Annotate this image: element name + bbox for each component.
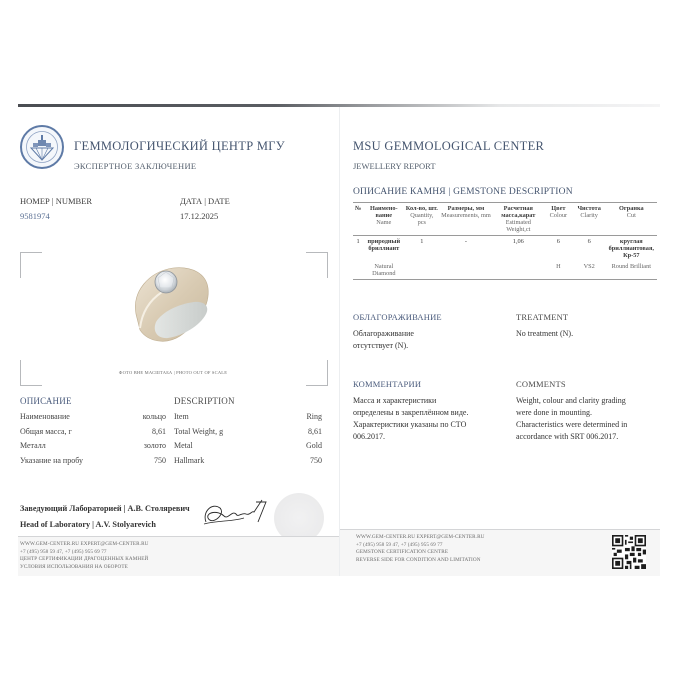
report-number: 9581974 [20, 211, 50, 221]
comments-text-ru [353, 395, 468, 443]
text-line: определены в закреплённом виде. [353, 408, 469, 417]
comments-heading-en: COMMENTS [516, 379, 566, 389]
description-value: Gold [306, 441, 322, 450]
description-heading-ru: ОПИСАНИЕ [20, 396, 72, 406]
col-header-colour-ru: Цвет [551, 205, 566, 212]
col-header-qty-ru: Кол-во, шт. [405, 205, 438, 212]
col-header-name-ru: Наимено-вание [369, 205, 398, 219]
col-header-weight-en: Estimated Weight,ct [505, 219, 531, 233]
description-row [174, 454, 322, 469]
report-type-en: JEWELLERY REPORT [353, 161, 436, 171]
description-value: 8,61 [308, 426, 322, 436]
text-line: 006.2017. [353, 432, 385, 441]
description-row [174, 410, 322, 425]
footer-contacts: WWW.GEM-CENTER.RU EXPERT@GEM-CENTER.RU [20, 541, 149, 547]
description-value: кольцо [142, 412, 166, 421]
treatment-text-ru [353, 328, 442, 352]
description-row [174, 439, 322, 454]
report-date: 17.12.2025 [180, 211, 219, 221]
cell-measurements: - [464, 238, 467, 245]
col-header-weight-ru: Расчетная масса,карат [501, 205, 536, 219]
treatment-heading-ru: ОБЛАГОРАЖИВАНИЕ [353, 312, 442, 322]
comments-text-en [516, 395, 627, 443]
qr-code-icon[interactable] [612, 535, 646, 569]
col-header-colour-en: Colour [549, 212, 568, 219]
treatment-text-en [516, 328, 573, 340]
left-panel [18, 104, 339, 576]
col-header-no: № [354, 205, 362, 212]
date-label: ДАТА | DATE [180, 196, 230, 206]
cell-name-ru: природный бриллиант [367, 238, 401, 252]
description-row [20, 425, 166, 440]
text-line: were done in mounting. [516, 408, 592, 417]
description-label: Металл [20, 441, 46, 450]
footer-conditions: REVERSE SIDE FOR CONDITION AND LIMITATION [356, 556, 481, 563]
cell-clarity-ru: 6 [587, 238, 591, 245]
footer-conditions: УСЛОВИЯ ИСПОЛЬЗОВАНИЯ НА ОБОРОТЕ [20, 563, 128, 570]
cell-weight: 1,06 [512, 238, 524, 245]
col-header-clarity-en: Clarity [580, 212, 598, 219]
col-header-measure-ru: Размеры, мм [447, 205, 485, 212]
number-label: НОМЕР | NUMBER [20, 196, 93, 206]
cell-qty: 1 [420, 238, 424, 245]
description-heading-en: DESCRIPTION [174, 396, 235, 406]
gemstone-description-heading: ОПИСАНИЕ КАМНЯ | GEMSTONE DESCRIPTION [353, 187, 573, 197]
cell-qty-en [404, 261, 439, 280]
head-of-lab-en: Head of Laboratory | A.V. Stolyarevich [20, 520, 156, 529]
signature-icon [200, 496, 270, 532]
right-panel [340, 104, 660, 576]
text-line: Weight, colour and clarity grading [516, 396, 626, 405]
cell-no-en [353, 261, 363, 280]
jewellery-report-certificate [18, 104, 660, 576]
description-value: 750 [154, 455, 166, 465]
comments-heading-ru: КОММЕНТАРИИ [353, 379, 422, 389]
description-label: Item [174, 412, 189, 421]
cell-cut-ru: круглая бриллиантовая, Кр-57 [608, 238, 654, 259]
treatment-section-en [516, 312, 573, 340]
text-line: accordance with SRT 006.2017. [516, 432, 619, 441]
footer-centre: GEMSTONE CERTIFICATION CENTRE [356, 549, 449, 555]
gemstone-row-en [353, 261, 657, 280]
cell-cut-en: Round Brilliant [611, 263, 651, 270]
description-label: Hallmark [174, 455, 205, 465]
gemstone-row-ru [353, 236, 657, 262]
comments-section-en [516, 379, 627, 443]
description-row [20, 410, 166, 425]
cell-name-en: Natural Diamond [372, 263, 396, 277]
description-value: 8,61 [152, 426, 166, 436]
description-label: Общая масса, г [20, 426, 72, 436]
description-row [20, 454, 166, 469]
col-header-qty-en: Quantity, pcs [410, 212, 434, 226]
text-line: Характеристики указаны по СТО [353, 420, 467, 429]
col-header-clarity-ru: Чистота [577, 205, 601, 212]
text-line: No treatment (N). [516, 329, 574, 338]
text-line: отсутствует (N). [353, 341, 409, 350]
description-value: 750 [310, 455, 322, 465]
footer-contacts: WWW.GEM-CENTER.RU EXPERT@GEM-CENTER.RU [356, 534, 485, 540]
footer-centre: ЦЕНТР СЕРТИФИКАЦИИ ДРАГОЦЕННЫХ КАМНЕЙ [20, 556, 149, 562]
cell-measurements-en [439, 261, 492, 280]
description-label: Metal [174, 441, 193, 450]
cell-no: 1 [356, 238, 360, 245]
description-table-en [174, 410, 322, 468]
col-header-name-en: Name [376, 219, 392, 226]
description-row [174, 425, 322, 440]
footer-phones: +7 (495) 958 59 47, +7 (495) 955 69 77 [20, 548, 107, 555]
comments-section-ru [353, 379, 468, 443]
text-line: Масса и характеристики [353, 396, 437, 405]
cell-colour-en: H [556, 263, 561, 270]
col-header-measure-en: Measurements, mm [441, 212, 491, 219]
footer-left [18, 536, 339, 576]
description-row [20, 439, 166, 454]
org-title-en: MSU GEMMOLOGICAL CENTER [353, 139, 545, 153]
text-line: Characteristics were determined in [516, 420, 628, 429]
org-title-ru: ГЕММОЛОГИЧЕСКИЙ ЦЕНТР МГУ [74, 139, 285, 153]
description-value: Ring [306, 412, 322, 421]
col-header-cut-en: Cut [626, 212, 636, 219]
treatment-heading-en: TREATMENT [516, 312, 569, 322]
treatment-section-ru [353, 312, 442, 352]
description-label: Наименование [20, 412, 70, 421]
description-label: Указание на пробу [20, 455, 83, 465]
ring-photo [118, 252, 228, 352]
cell-colour-ru: 6 [556, 238, 560, 245]
msu-logo-icon [20, 125, 64, 169]
cell-weight-en [493, 261, 544, 280]
footer-phones: +7 (495) 958 59 47, +7 (495) 955 69 77 [356, 541, 443, 548]
text-line: Облагораживание [353, 329, 414, 338]
description-value: золото [143, 441, 166, 450]
photo-caption: ФОТО ВНЕ МАСШТАБА | PHOTO OUT OF SCALE [118, 370, 228, 375]
report-type-ru: ЭКСПЕРТНОЕ ЗАКЛЮЧЕНИЕ [74, 161, 197, 171]
col-header-cut-ru: Огранка [618, 205, 644, 212]
description-table-ru [20, 410, 166, 468]
gemstone-table-header [353, 203, 657, 236]
head-of-lab-ru: Заведующий Лабораторией | А.В. Столяревич [20, 504, 190, 513]
description-label: Total Weight, g [174, 426, 224, 436]
photo-frame-corner [20, 252, 42, 278]
gemstone-table [353, 202, 657, 280]
photo-frame-corner [306, 252, 328, 278]
cell-clarity-en: VS2 [583, 263, 595, 270]
